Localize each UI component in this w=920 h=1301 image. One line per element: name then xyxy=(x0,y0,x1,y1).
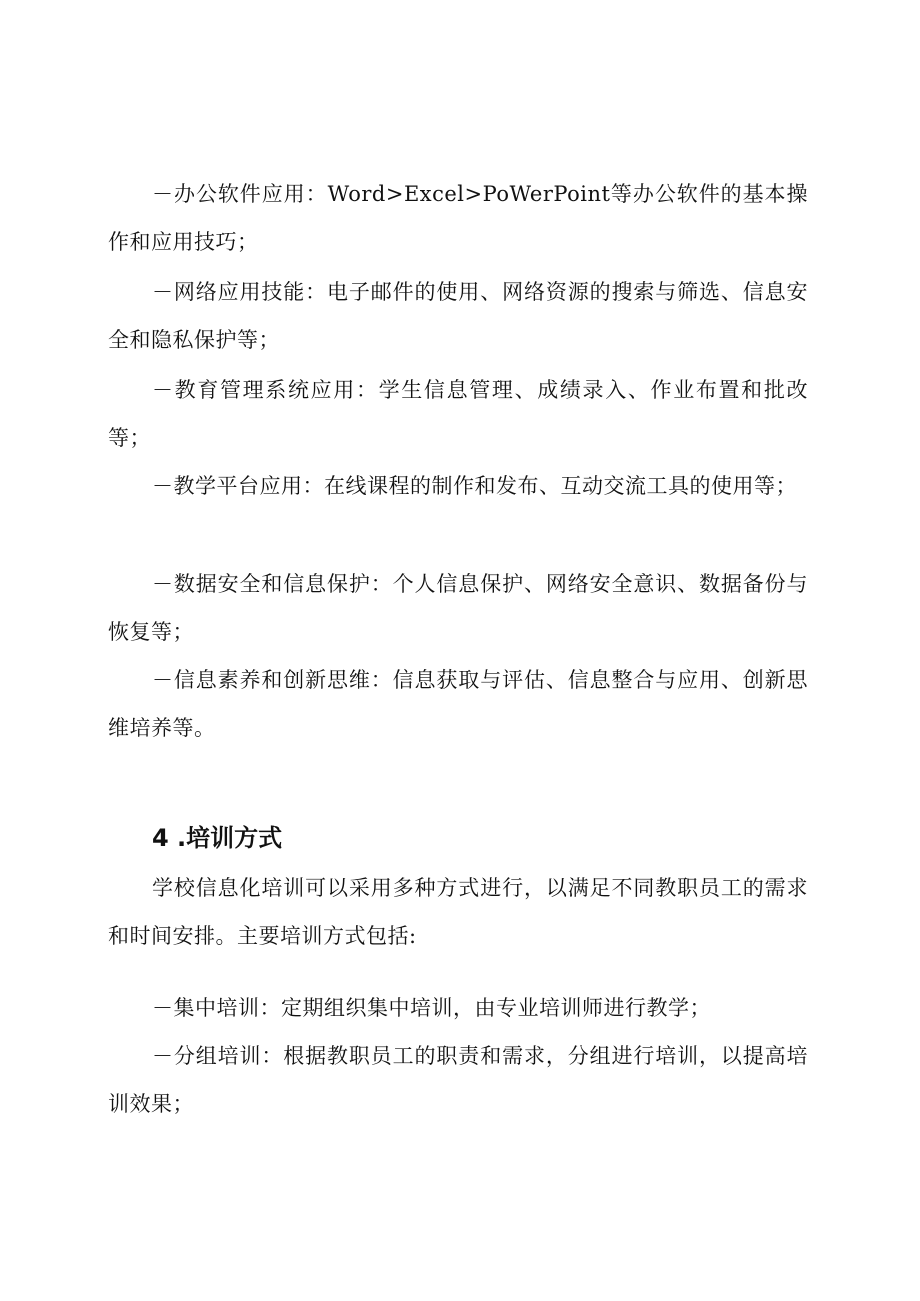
section-intro: 学校信息化培训可以采用多种方式进行，以满足不同教职员工的需求和时间安排。主要培训方式包括: xyxy=(108,876,808,948)
section-heading: 4 .培训方式 xyxy=(152,824,283,852)
bullet-group-training: －分组培训：根据教职员工的职责和需求，分组进行培训，以提高培训效果； xyxy=(108,1044,808,1116)
bullet-data-security: －数据安全和信息保护：个人信息保护、网络安全意识、数据备份与恢复等； xyxy=(108,572,808,644)
bullet-office-software: －办公软件应用：Word>Excel>PoWerPoint等办公软件的基本操作和应用技巧； xyxy=(108,182,808,254)
bullet-information-literacy: －信息素养和创新思维：信息获取与评估、信息整合与应用、创新思维培养等。 xyxy=(108,668,808,740)
bullet-network-skills: －网络应用技能：电子邮件的使用、网络资源的搜索与筛选、信息安全和隐私保护等； xyxy=(108,280,808,352)
bullet-centralized-training: －集中培训：定期组织集中培训，由专业培训师进行教学； xyxy=(152,996,711,1020)
bullet-teaching-platform: －教学平台应用：在线课程的制作和发布、互动交流工具的使用等； xyxy=(152,474,797,498)
bullet-education-management: －教育管理系统应用：学生信息管理、成绩录入、作业布置和批改等； xyxy=(108,378,808,450)
